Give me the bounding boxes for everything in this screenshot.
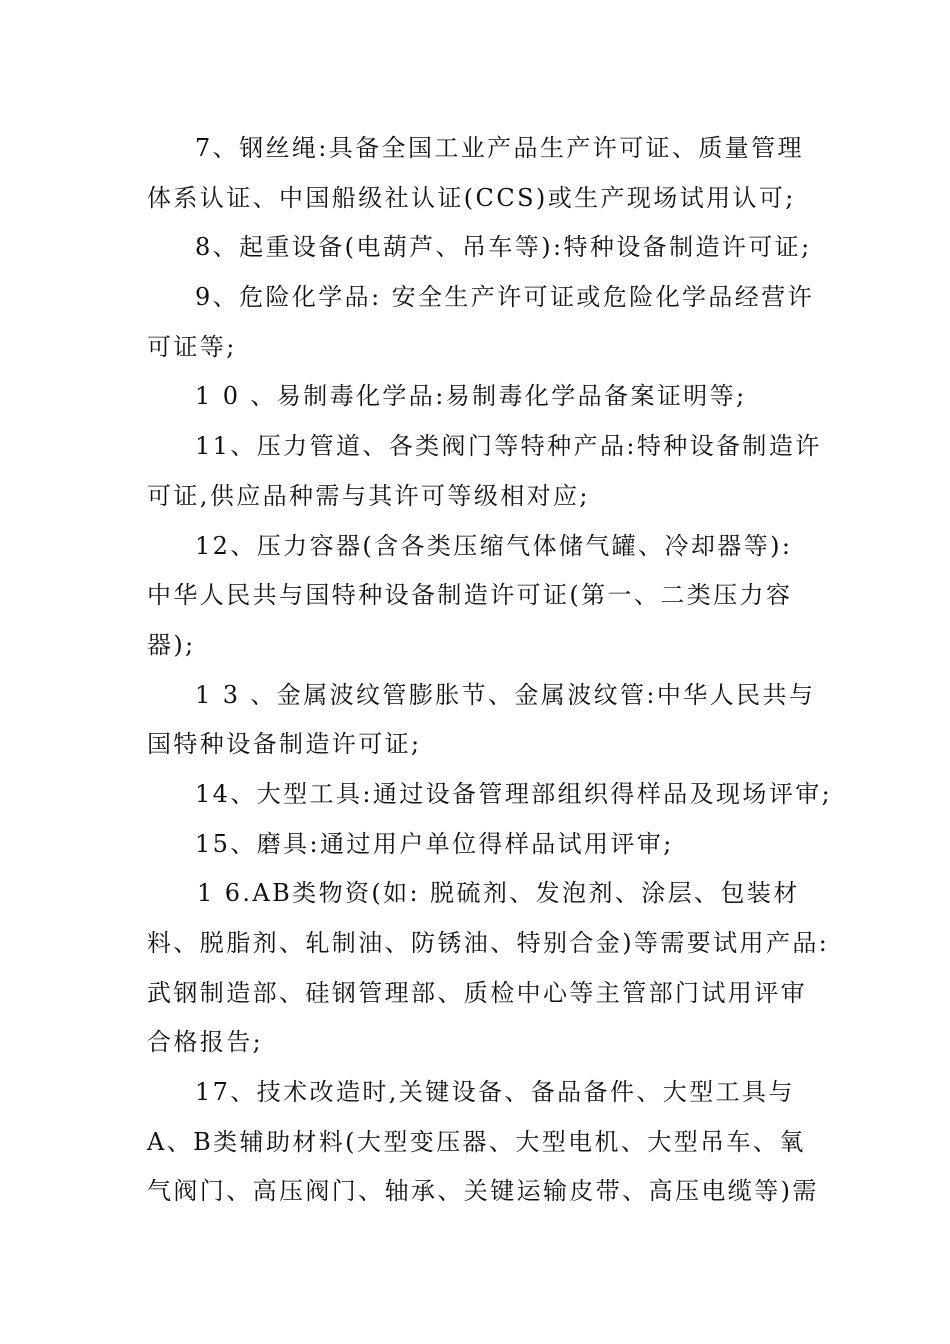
paragraph-9-line-2: 可证等; xyxy=(147,332,237,361)
paragraph-7-line-2: 体系认证、中国船级社认证(CCS)或生产现场试用认可; xyxy=(147,183,796,212)
paragraph-16-line-4: 合格报告; xyxy=(147,1028,264,1057)
paragraph-17-line-3: 气阀门、高压阀门、轴承、关键运输皮带、高压电缆等)需 xyxy=(147,1177,819,1206)
paragraph-10-line-1: 1 0 、易制毒化学品:易制毒化学品备案证明等; xyxy=(195,382,747,411)
paragraph-16-line-1: 1 6.AB类物资(如: 脱硫剂、发泡剂、涂层、包装材 xyxy=(197,879,800,908)
paragraph-11-line-1: 11、压力管道、各类阀门等特种产品:特种设备制造许 xyxy=(195,432,822,461)
paragraph-12-line-1: 12、压力容器(含各类压缩气体储气罐、冷却器等): xyxy=(195,531,793,560)
paragraph-16-line-3: 武钢制造部、硅钢管理部、质检中心等主管部门试用评审 xyxy=(147,978,807,1007)
paragraph-12-line-2: 中华人民共与国特种设备制造许可证(第一、二类压力容 xyxy=(147,581,793,610)
paragraph-11-line-2: 可证,供应品种需与其许可等级相对应; xyxy=(147,481,590,510)
paragraph-8-line-1: 8、起重设备(电葫芦、吊车等):特种设备制造许可证; xyxy=(195,233,812,262)
paragraph-16-line-2: 料、脱脂剂、轧制油、防锈油、特别合金)等需要试用产品: xyxy=(147,929,830,957)
document-body xyxy=(147,124,833,1217)
paragraph-17-line-1: 17、技术改造时,关键设备、备品备件、大型工具与 xyxy=(195,1078,795,1107)
paragraph-12-line-3: 器); xyxy=(147,630,196,659)
paragraph-13-line-2: 国特种设备制造许可证; xyxy=(147,730,422,759)
paragraph-17-line-2: A、B类辅助材料(大型变压器、大型电机、大型吊车、氧 xyxy=(147,1127,806,1156)
paragraph-7-line-1: 7、钢丝绳:具备全国工业产品生产许可证、质量管理 xyxy=(195,134,804,162)
paragraph-14-line-1: 14、大型工具:通过设备管理部组织得样品及现场评审; xyxy=(195,779,833,808)
paragraph-15-line-1: 15、磨具:通过用户单位得样品试用评审; xyxy=(195,829,674,858)
paragraph-13-line-1: 1 3 、金属波纹管膨胀节、金属波纹管:中华人民共与 xyxy=(195,680,816,709)
paragraph-9-line-1: 9、危险化学品: 安全生产许可证或危险化学品经营许 xyxy=(195,283,814,312)
